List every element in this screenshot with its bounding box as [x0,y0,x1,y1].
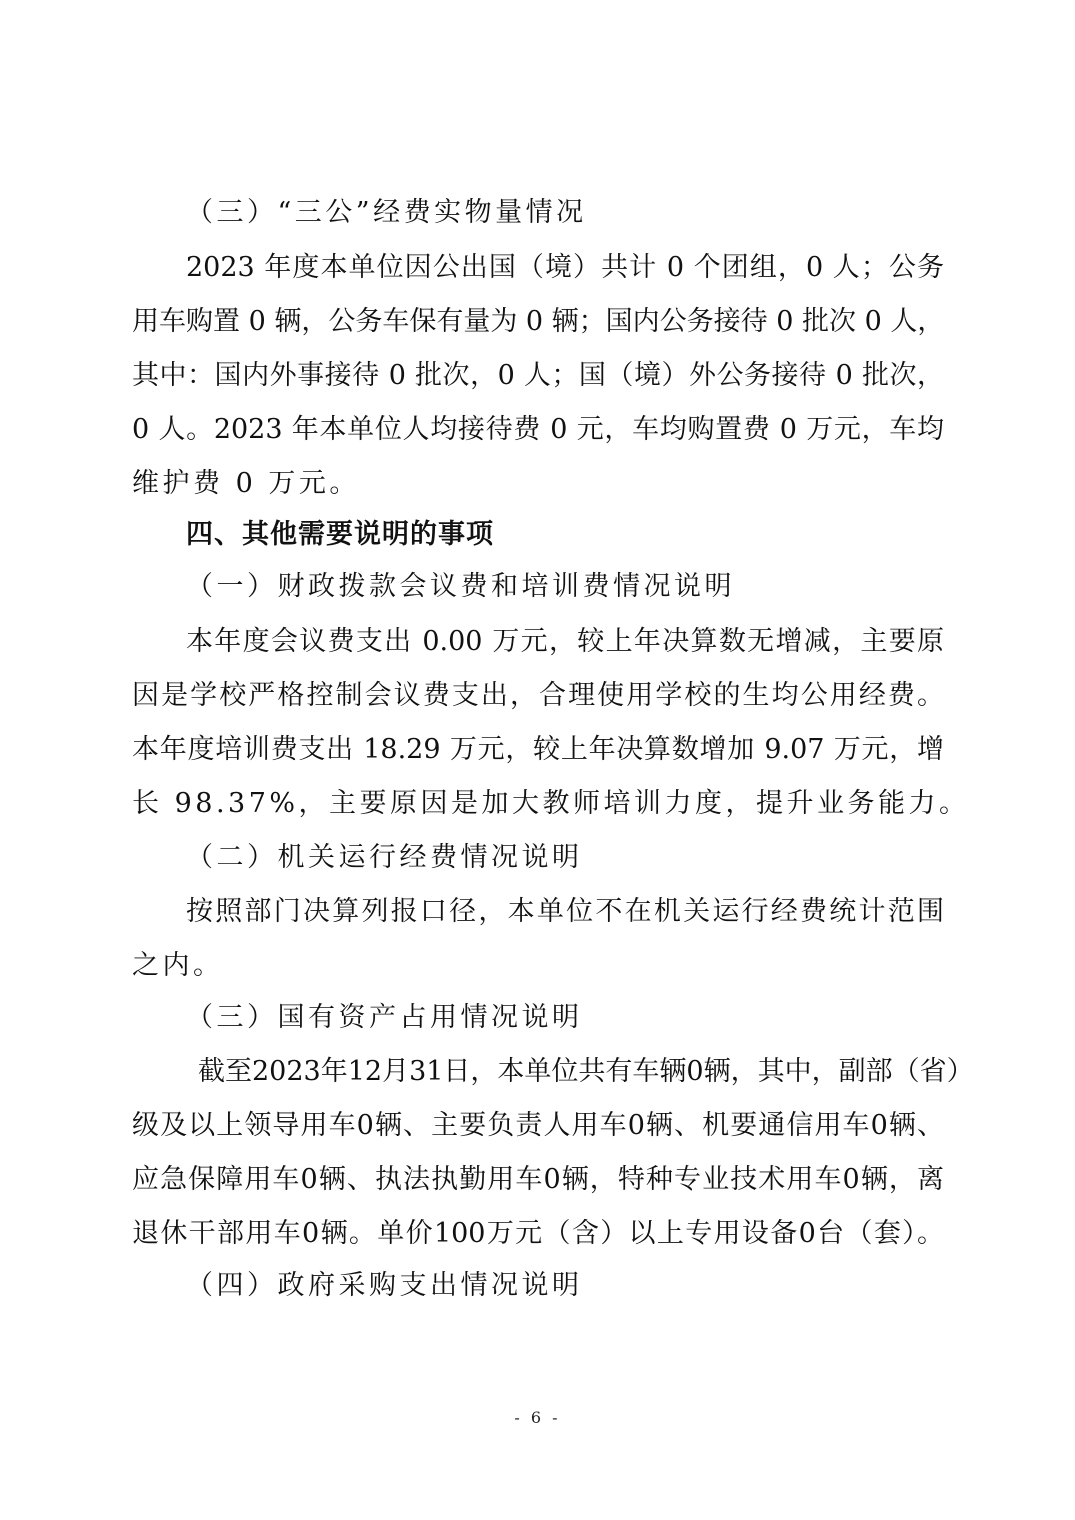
subsection-3-heading: （三）国有资产占用情况说明 [186,1002,583,1033]
paragraph-line: 级及以上领导用车0辆、主要负责人用车0辆、机要通信用车0辆、 [132,1110,944,1141]
paragraph-line: 本年度培训费支出 18.29 万元，较上年决算数增加 9.07 万元，增 [132,734,944,765]
section-3-heading: （三）“三公”经费实物量情况 [186,197,587,228]
subsection-2-heading: （二）机关运行经费情况说明 [186,842,583,873]
paragraph-line: 之内。 [132,950,224,981]
paragraph-line: 按照部门决算列报口径，本单位不在机关运行经费统计范围 [186,896,944,927]
paragraph-line: 2023 年度本单位因公出国（境）共计 0 个团组，0 人；公务 [186,252,944,283]
page-number: - 6 - [514,1408,561,1427]
paragraph-line: 因是学校严格控制会议费支出，合理使用学校的生均公用经费。 [132,680,944,711]
subsection-4-heading: （四）政府采购支出情况说明 [186,1270,583,1301]
paragraph-line: 长 98.37%，主要原因是加大教师培训力度，提升业务能力。 [132,788,970,819]
paragraph-line: 用车购置 0 辆，公务车保有量为 0 辆；国内公务接待 0 批次 0 人， [132,306,945,337]
paragraph-line: 本年度会议费支出 0.00 万元，较上年决算数无增减，主要原 [186,626,944,657]
subsection-1-heading: （一）财政拨款会议费和培训费情况说明 [186,571,735,602]
paragraph-line: 0 人。2023 年本单位人均接待费 0 元，车均购置费 0 万元，车均 [132,414,944,445]
paragraph-line: 截至2023年12月31日，本单位共有车辆0辆，其中，副部（省） [198,1056,974,1087]
paragraph-line: 其中：国内外事接待 0 批次，0 人；国（境）外公务接待 0 批次， [132,360,944,391]
paragraph-line: 维护费 0 万元。 [132,468,360,499]
paragraph-line: 应急保障用车0辆、执法执勤用车0辆，特种专业技术用车0辆，离 [132,1164,944,1195]
paragraph-line: 退休干部用车0辆。单价100万元（含）以上专用设备0台（套）。 [132,1218,944,1249]
part-4-heading: 四、其他需要说明的事项 [186,519,494,550]
